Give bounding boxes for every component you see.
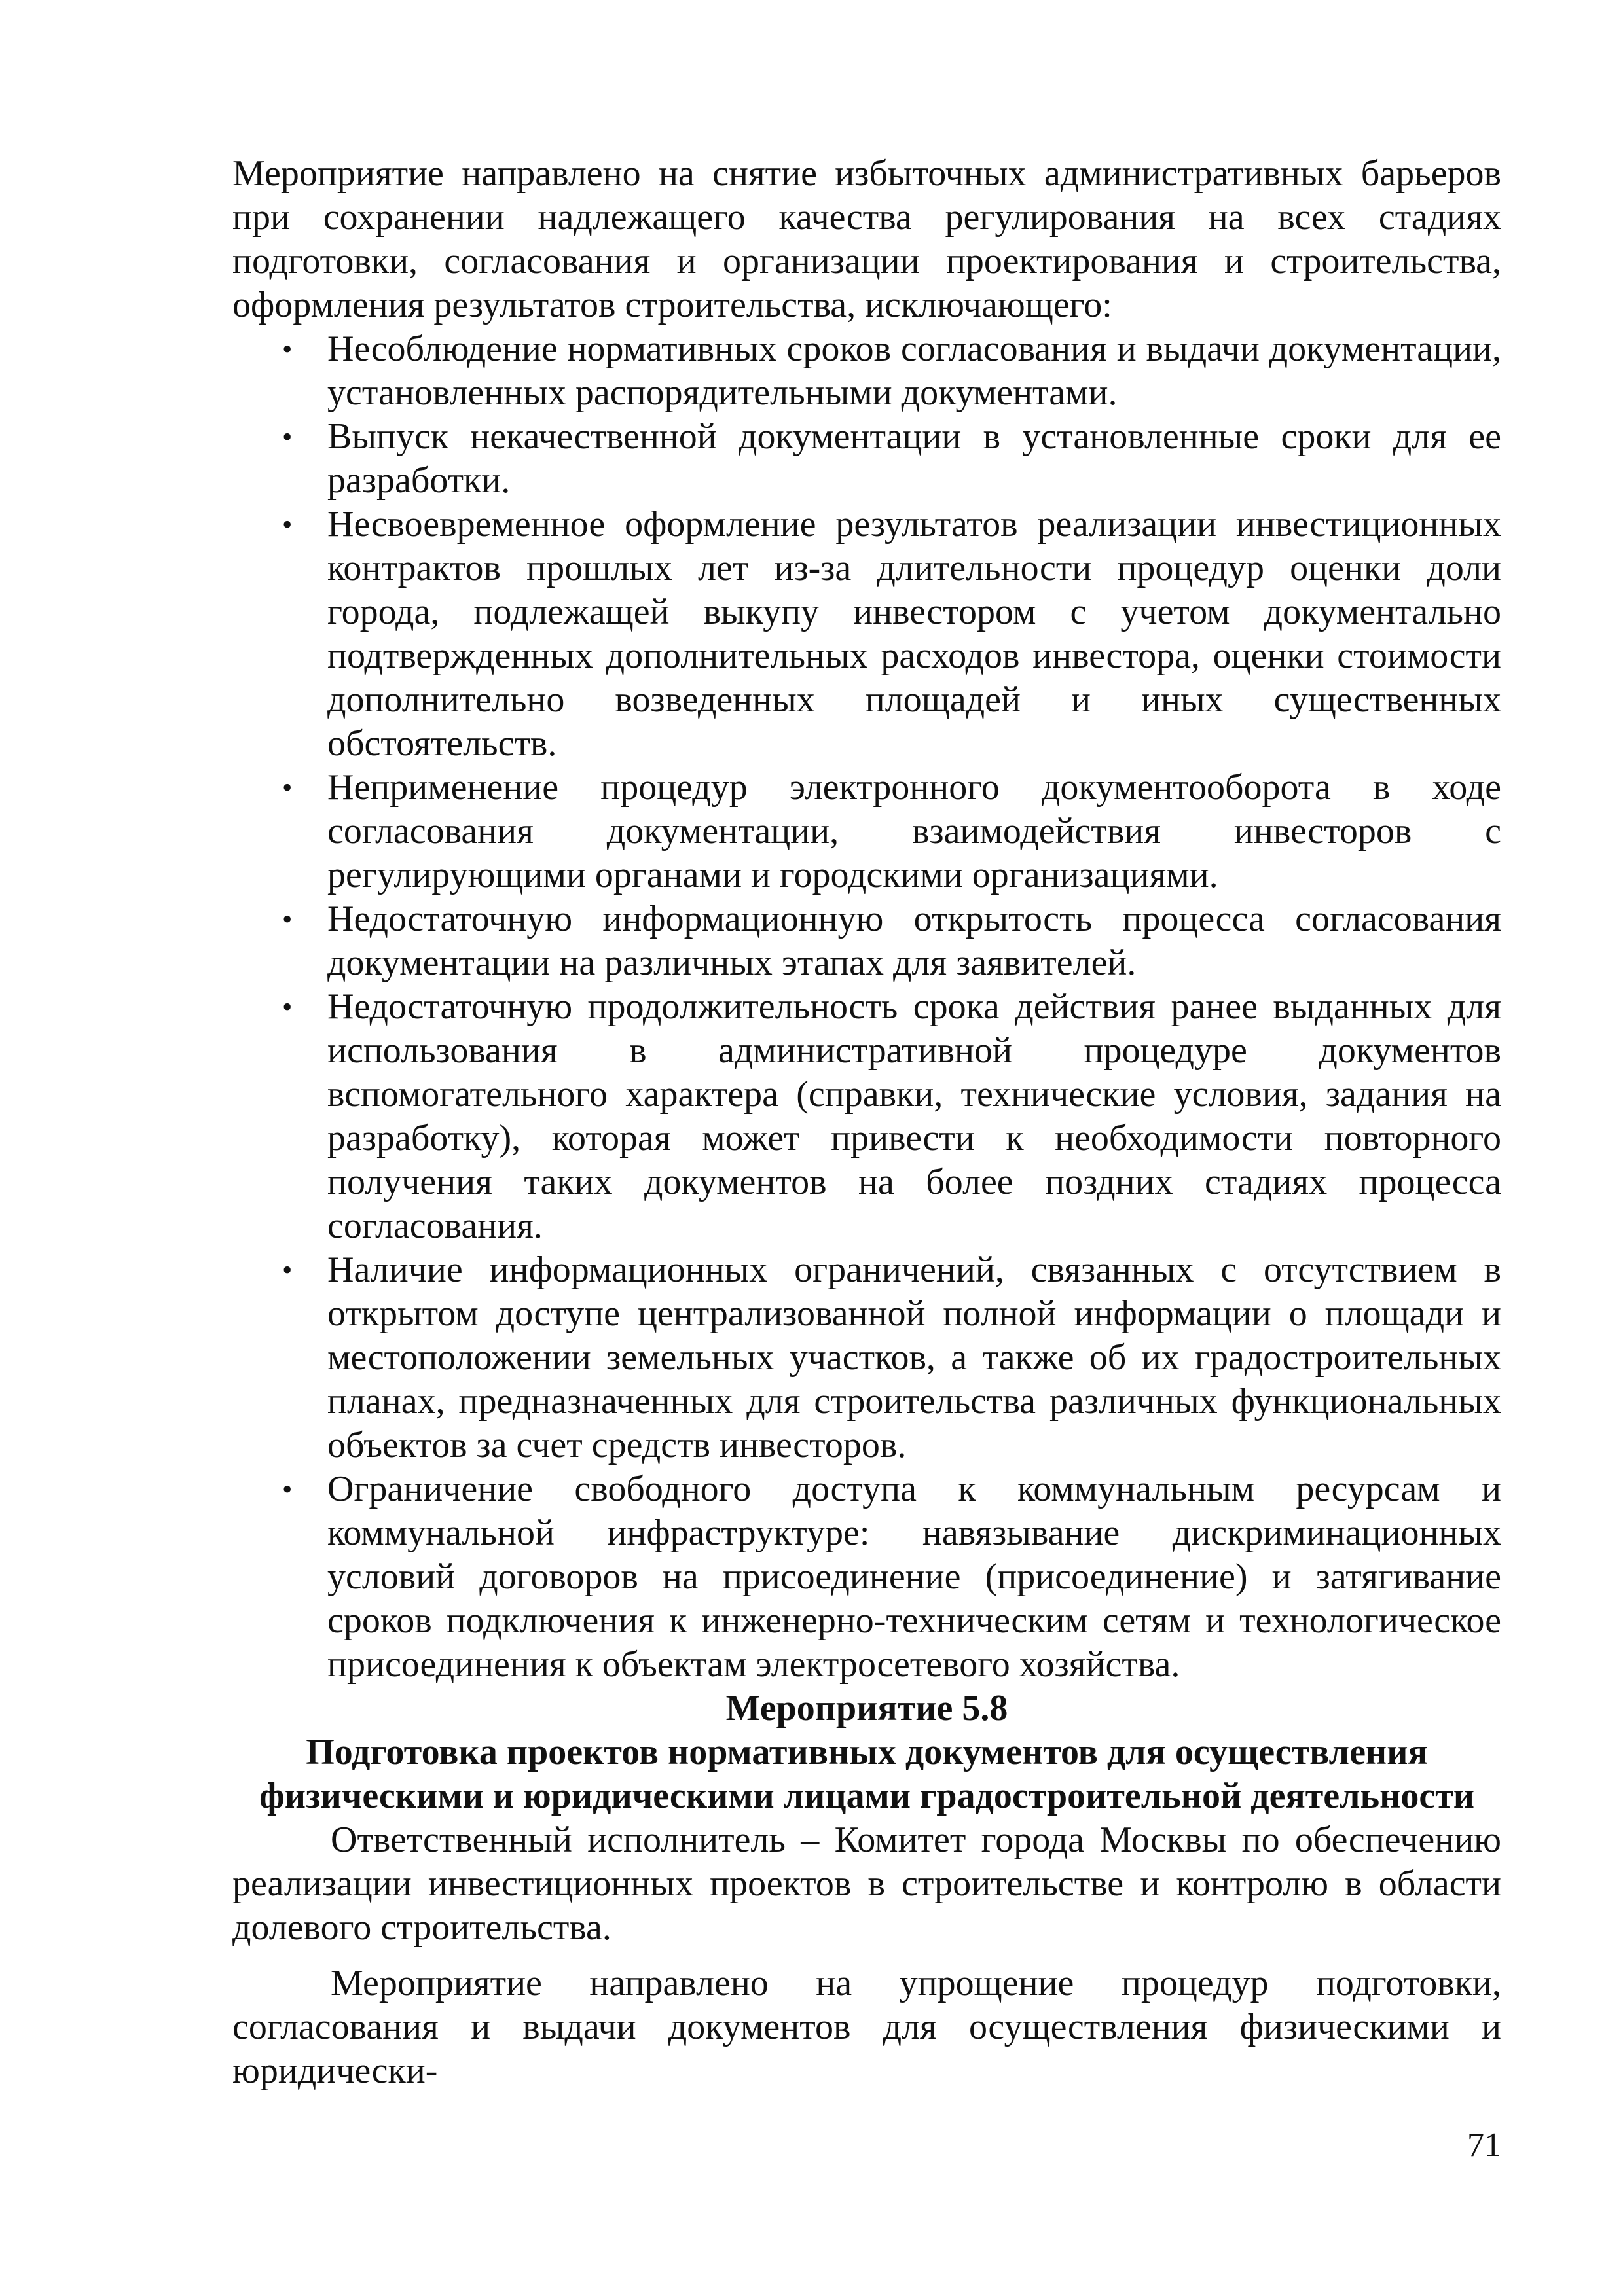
- bullet-list: [232, 327, 1501, 1687]
- page-number: 71: [1467, 2126, 1501, 2164]
- list-item-text: Недостаточную информационную открытость процесса согласования документации на различных этапах для заявителей.: [327, 899, 1501, 983]
- list-item-text: Несвоевременное оформление результатов реализации инвестиционных контрактов прошлых лет из-за длительности процедур оценки доли города, подлежащей выкупу инвестором с учетом документально подтвержденных дополнительных расходов инвестора, оценки стоимости дополнительно возведенных площадей и иных существенных обстоятельств.: [327, 504, 1501, 764]
- bullet-icon: •: [282, 1254, 293, 1286]
- list-item: [232, 897, 1501, 985]
- list-item: [232, 415, 1501, 503]
- list-item-text: Несоблюдение нормативных сроков согласования и выдачи документации, установленных распорядительными документами.: [327, 329, 1501, 413]
- list-item: [232, 1467, 1501, 1687]
- list-item: [232, 766, 1501, 897]
- bullet-icon: •: [282, 421, 293, 453]
- list-item-text: Наличие информационных ограничений, связанных с отсутствием в открытом доступе централизованной полной информации о площади и местоположении земельных участков, а также об их градостроительных планах, предназначенных для строительства различных функциональных объектов за счет средств инвесторов.: [327, 1249, 1501, 1465]
- list-item: [232, 985, 1501, 1248]
- section-title: Подготовка проектов нормативных документов для осуществления физическими и юридическими лицами градостроительной деятельности: [259, 1732, 1475, 1816]
- intro-paragraph: Мероприятие направлено на снятие избыточных административных барьеров при сохранении надлежащего качества регулирования на всех стадиях подготовки, согласования и организации проектирования и строительства, оформления результатов строительства, исключающего:: [232, 153, 1501, 325]
- list-item-text: Выпуск некачественной документации в установленные сроки для ее разработки.: [327, 416, 1501, 501]
- list-item: [232, 1248, 1501, 1467]
- document-page: [232, 152, 1501, 2093]
- bullet-icon: •: [282, 1473, 293, 1505]
- responsible-paragraph: Ответственный исполнитель – Комитет города Москвы по обеспечению реализации инвестиционных проектов в строительстве и контролю в области долевого строительства.: [232, 1820, 1501, 1948]
- bullet-icon: •: [282, 509, 293, 541]
- bullet-icon: •: [282, 991, 293, 1023]
- list-item-text: Неприменение процедур электронного документооборота в ходе согласования документации, взаимодействия инвесторов с регулирующими органами и городскими организациями.: [327, 767, 1501, 895]
- purpose-paragraph: Мероприятие направлено на упрощение процедур подготовки, согласования и выдачи документов для осуществления физическими и юридически-: [232, 1963, 1501, 2091]
- bullet-icon: •: [282, 772, 293, 804]
- section-number-heading: Мероприятие 5.8: [725, 1688, 1008, 1729]
- list-item-text: Ограничение свободного доступа к коммунальным ресурсам и коммунальной инфраструктуре: навязывание дискриминационных условий договоров на присоединение (присоединение) и затягивание сроков подключения к инженерно-техническим сетям и технологическое присоединения к объектам электросетевого хозяйства.: [327, 1469, 1501, 1685]
- list-item: [232, 327, 1501, 415]
- list-item-text: Недостаточную продолжительность срока действия ранее выданных для использования в административной процедуре документов вспомогательного характера (справки, технические условия, задания на разработку), которая может привести к необходимости повторного получения таких документов на более поздних стадиях процесса согласования.: [327, 986, 1501, 1246]
- bullet-icon: •: [282, 903, 293, 935]
- list-item: [232, 503, 1501, 766]
- bullet-icon: •: [282, 333, 293, 365]
